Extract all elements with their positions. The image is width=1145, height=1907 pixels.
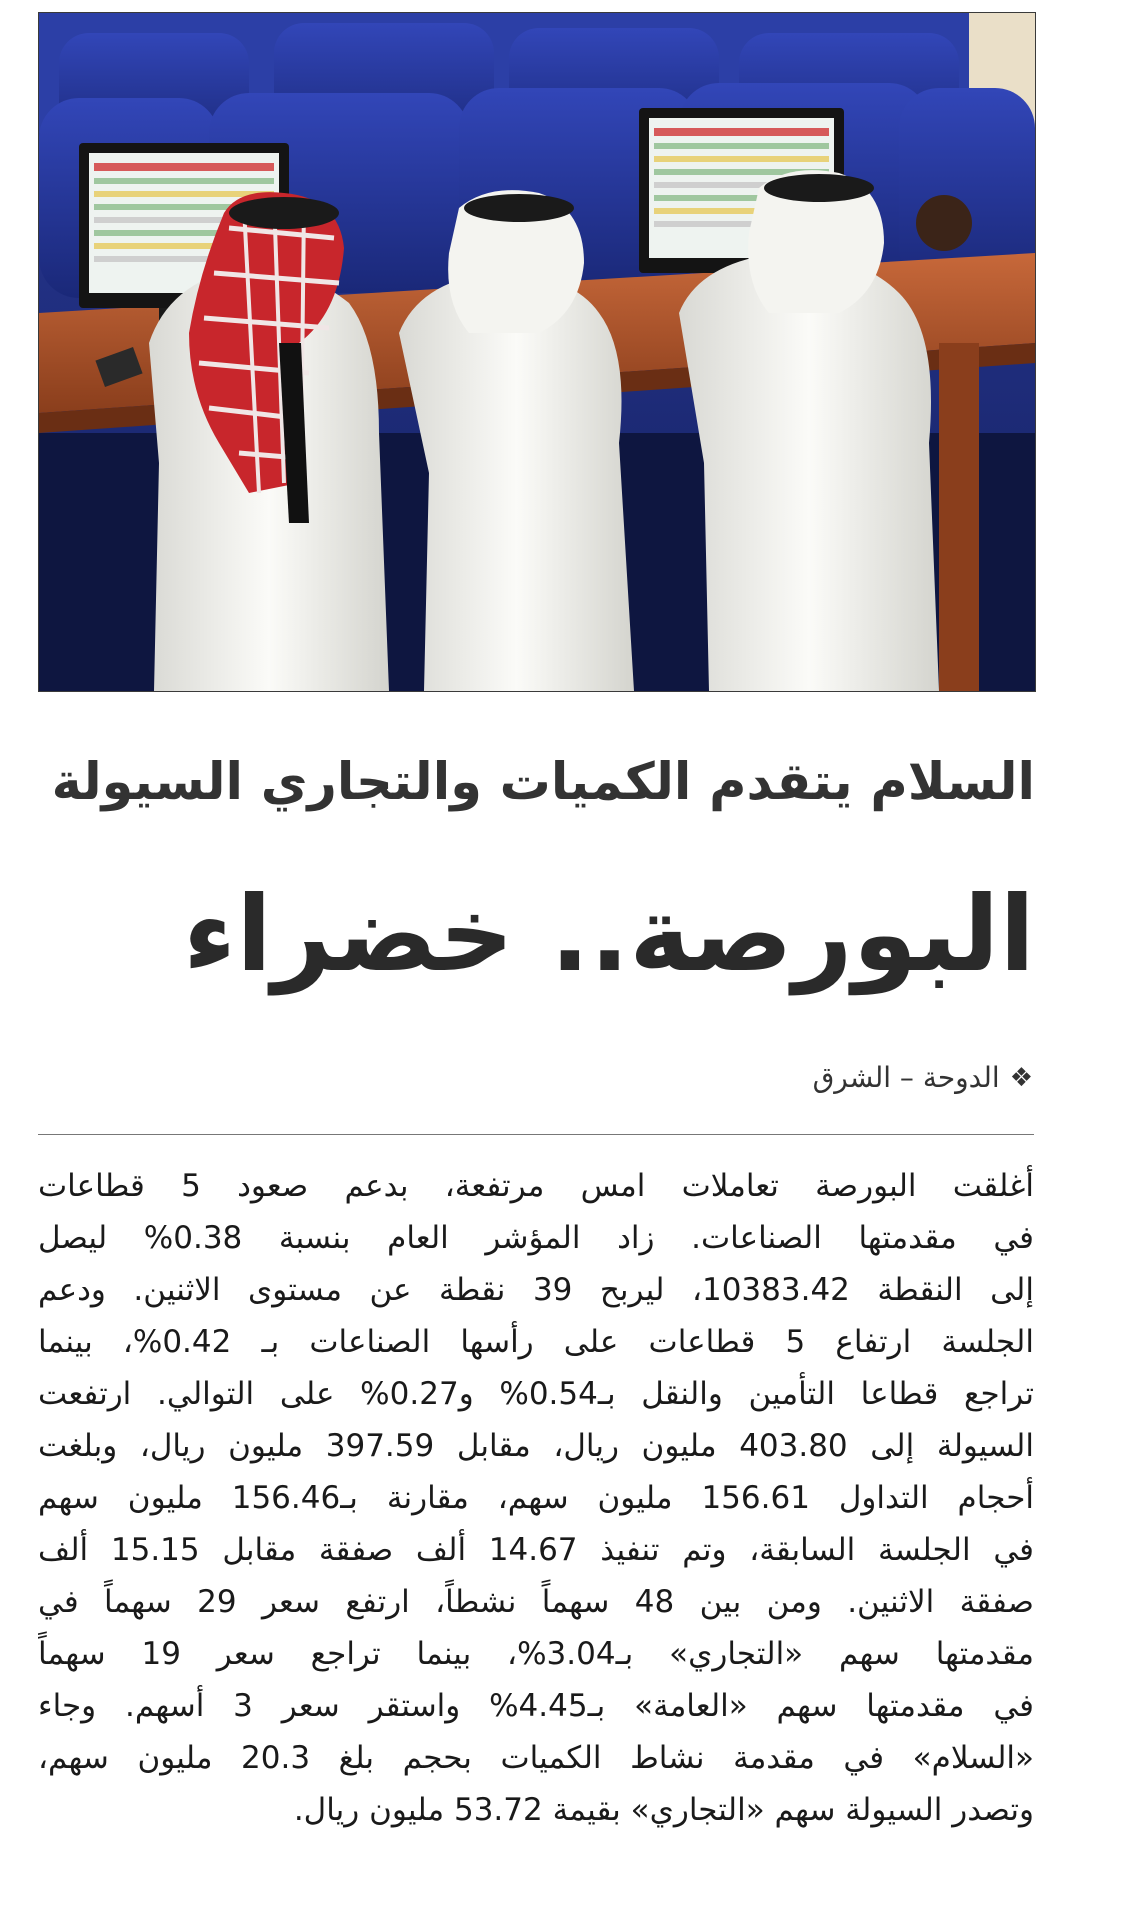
body-line: مقدمتها سهم «التجاري» بـ3.04%، بينما تراجع سعر 19 سهماً — [38, 1636, 1034, 1672]
body-line: أحجام التداول 156.61 مليون سهم، مقارنة بـ156.46 مليون سهم — [38, 1480, 1034, 1516]
article-title: البورصة.. خضراء — [183, 873, 1035, 995]
trading-floor-image — [39, 13, 1035, 691]
body-line: في الجلسة السابقة، وتم تنفيذ 14.67 ألف صفقة مقابل 15.15 ألف — [38, 1532, 1034, 1568]
byline-text: الدوحة – الشرق — [812, 1061, 1000, 1094]
body-line: السيولة إلى 403.80 مليون ريال، مقابل 397.59 مليون ريال، وبلغت — [38, 1428, 1034, 1464]
body-line: الجلسة ارتفاع 5 قطاعات على رأسها الصناعات بـ 0.42%، بينما — [38, 1324, 1034, 1360]
body-line: إلى النقطة 10383.42، ليربح 39 نقطة عن مستوى الاثنين. ودعم — [38, 1272, 1034, 1308]
body-line: تراجع قطاعا التأمين والنقل بـ0.54% و0.27% على التوالي. ارتفعت — [38, 1376, 1034, 1412]
article-photo — [38, 12, 1036, 692]
body-line: أغلقت البورصة تعاملات امس مرتفعة، بدعم صعود 5 قطاعات — [38, 1168, 1034, 1204]
body-line: صفقة الاثنين. ومن بين 48 سهماً نشطاً، ارتفع سعر 29 سهماً في — [38, 1584, 1034, 1620]
divider — [38, 1134, 1034, 1135]
body-line: وتصدر السيولة سهم «التجاري» بقيمة 53.72 مليون ريال. — [293, 1792, 1034, 1828]
diamond-bullet-icon: ❖ — [1009, 1063, 1033, 1093]
body-line: في مقدمتها سهم «العامة» بـ4.45% واستقر سعر 3 أسهم. وجاء — [38, 1688, 1034, 1724]
body-line: في مقدمتها الصناعات. زاد المؤشر العام بنسبة 0.38% ليصل — [38, 1220, 1034, 1256]
body-line: «السلام» في مقدمة نشاط الكميات بحجم بلغ 20.3 مليون سهم، — [38, 1740, 1034, 1776]
byline — [813, 1058, 1033, 1098]
article-body — [38, 1160, 1034, 1880]
article-subtitle: السلام يتقدم الكميات والتجاري السيولة — [51, 753, 1035, 812]
